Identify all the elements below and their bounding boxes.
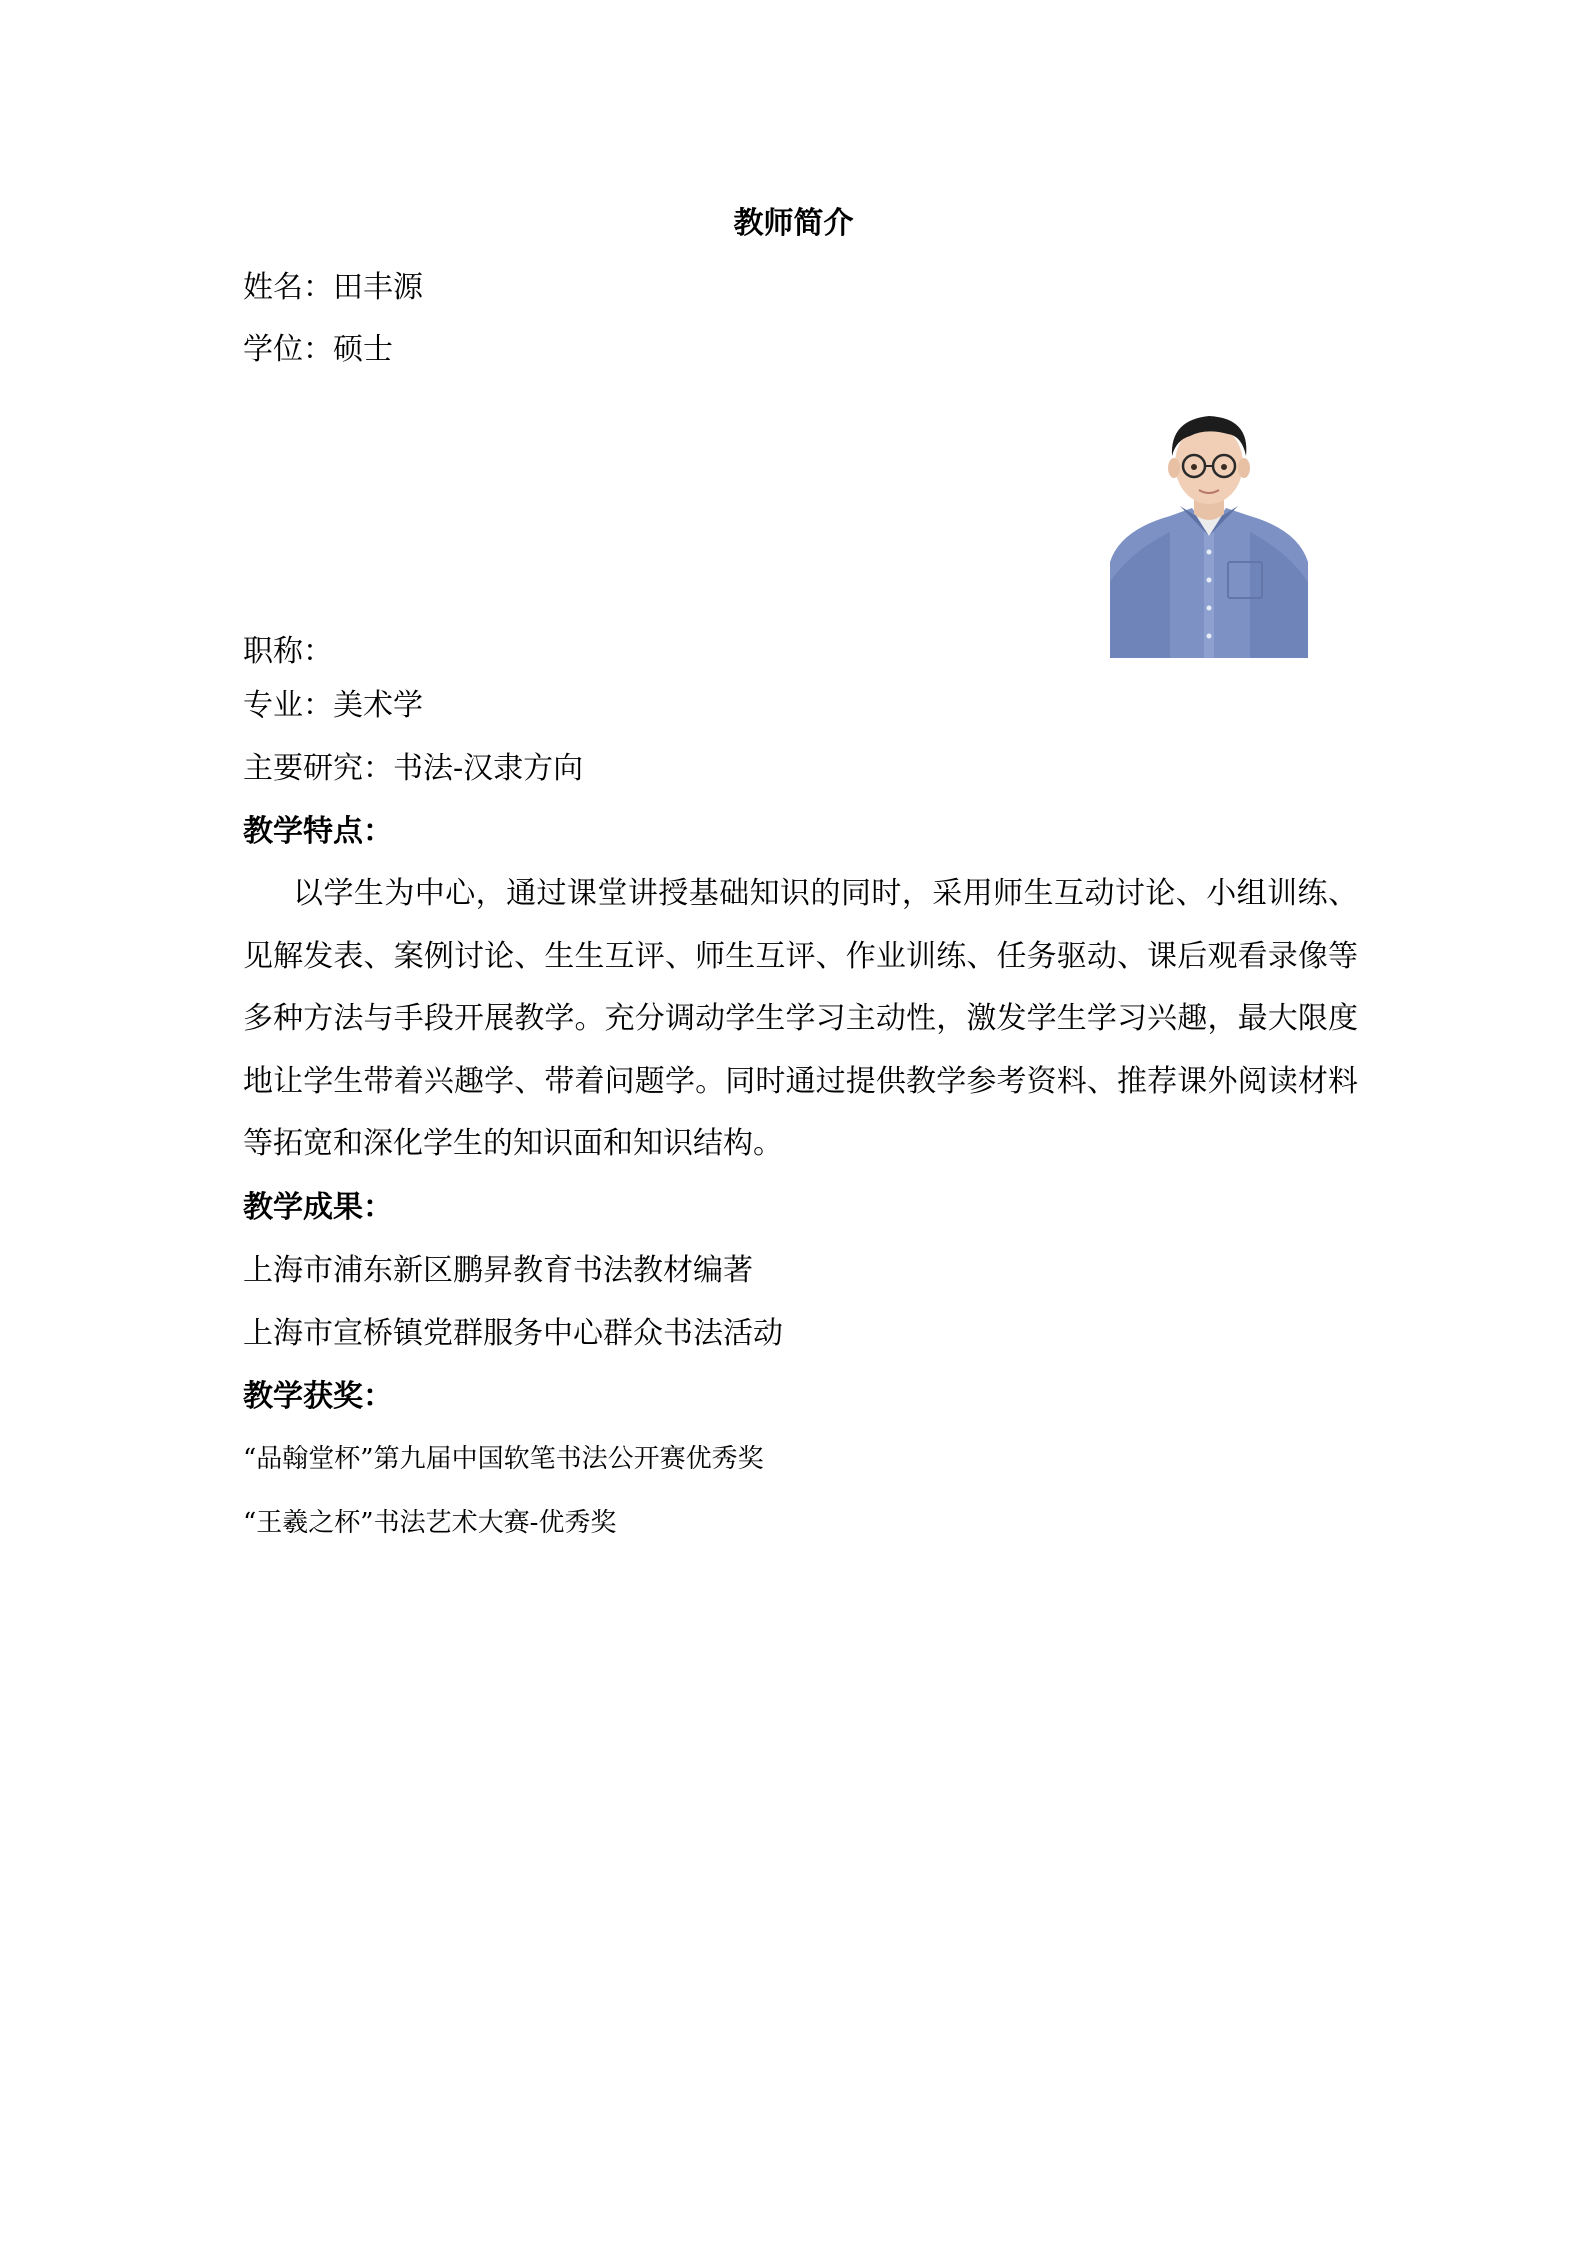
teaching-results-heading: 教学成果： [243, 1190, 393, 1225]
teacher-photo [1110, 412, 1308, 658]
title-line: 职称： [243, 634, 333, 669]
degree-line: 学位：硕士 [243, 332, 393, 367]
teaching-result-item: 上海市浦东新区鹏昇教育书法教材编著 [243, 1253, 753, 1288]
teaching-award-item: “王羲之杯”书法艺术大赛-优秀奖 [243, 1508, 617, 1538]
page-title: 教师简介 [733, 206, 854, 241]
teaching-features-body: 以学生为中心，通过课堂讲授基础知识的同时，采用师生互动讨论、小组训练、见解发表、案例讨论、生生互评、师生互评、作业训练、任务驱动、课后观看录像等多种方法与手段开展教学。充分调动学生学习主动性，激发学生学习兴趣，最大限度地让学生带着兴趣学、带着问题学。同时通过提供教学参考资料、推荐课外阅读材料等拓宽和深化学生的知识面和知识结构。 [243, 876, 1358, 1161]
major-line: 专业：美术学 [243, 688, 423, 723]
teaching-award-item: “品翰堂杯”第九届中国软笔书法公开赛优秀奖 [243, 1444, 764, 1474]
teaching-result-item: 上海市宣桥镇党群服务中心群众书法活动 [243, 1316, 783, 1351]
teaching-awards-heading: 教学获奖： [243, 1379, 393, 1414]
name-line: 姓名：田丰源 [243, 270, 423, 305]
research-line: 主要研究：书法-汉隶方向 [243, 751, 584, 786]
teaching-features-heading: 教学特点： [243, 814, 393, 849]
